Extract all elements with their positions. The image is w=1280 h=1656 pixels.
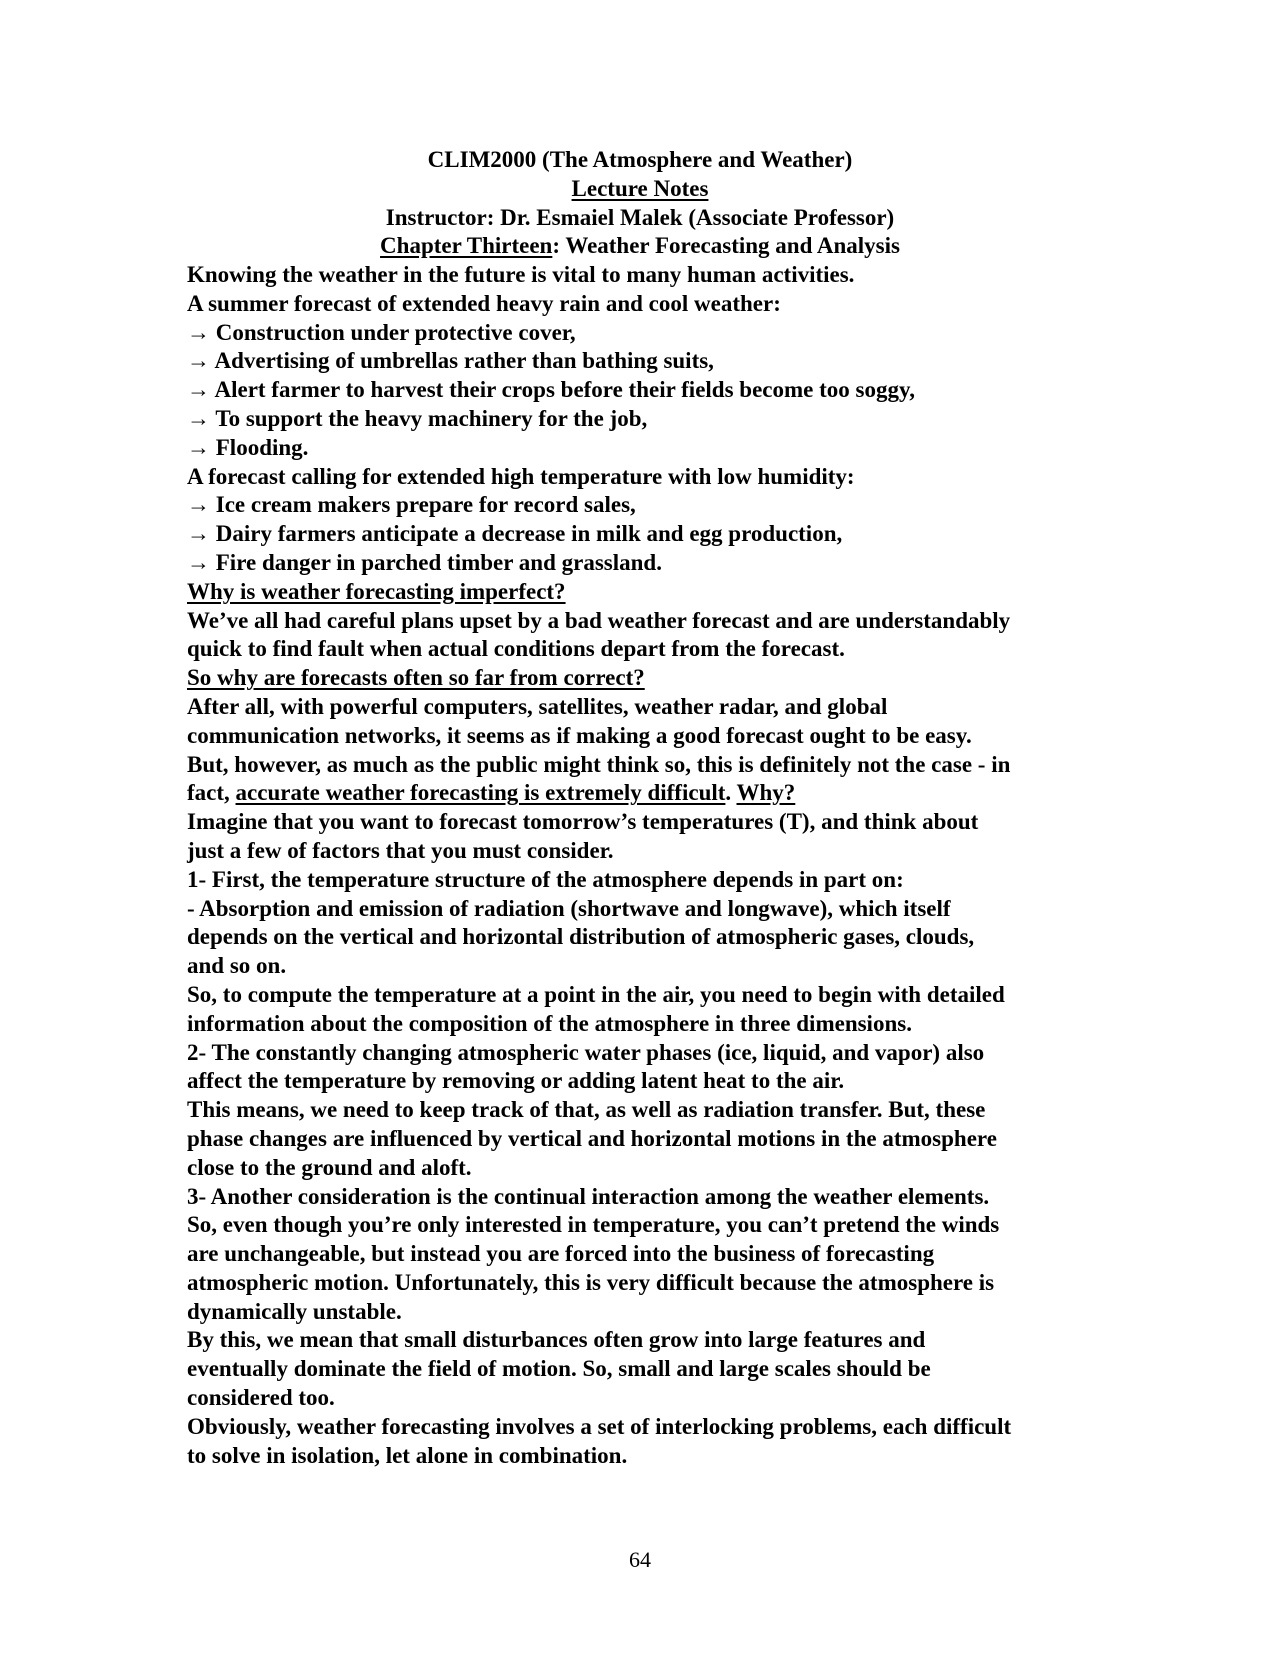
body-line: Obviously, weather forecasting involves a set of interlocking problems, each difficult: [187, 1413, 1012, 1439]
body-line: This means, we need to keep track of that, as well as radiation transfer. But, these: [187, 1097, 986, 1123]
body-line: are unchangeable, but instead you are forced into the business of forecasting: [187, 1241, 935, 1267]
page-number: 64: [629, 1547, 651, 1572]
list-item: → Flooding.: [187, 434, 309, 460]
instructor-line: Instructor: Dr. Esmaiel Malek (Associate Professor): [385, 204, 895, 230]
body-line: phase changes are influenced by vertical and horizontal motions in the atmosphere: [187, 1125, 997, 1151]
course-title: CLIM2000 (The Atmosphere and Weather): [427, 147, 853, 172]
body-line: So, even though you’re only interested in temperature, you can’t pretend the winds: [187, 1212, 1000, 1238]
body-line: Knowing the weather in the future is vital to many human activities.: [187, 262, 855, 287]
body-line: Imagine that you want to forecast tomorrow’s temperatures (T), and think about: [187, 809, 979, 835]
emphasized-statement: accurate weather forecasting is extremely difficult: [235, 780, 726, 806]
body-line: - Absorption and emission of radiation (shortwave and longwave), which itself: [187, 895, 951, 921]
chapter-title: : Weather Forecasting and Analysis: [552, 233, 900, 259]
document-header: [0, 146, 1280, 261]
body-line: So, to compute the temperature at a point in the air, you need to begin with detailed: [187, 981, 1005, 1007]
body-line: to solve in isolation, let alone in combination.: [187, 1442, 628, 1468]
chapter-heading: [0, 232, 1280, 261]
body-line: atmospheric motion. Unfortunately, this is very difficult because the atmosphere is: [187, 1269, 995, 1295]
body-line: 3- Another consideration is the continual interaction among the weather elements.: [187, 1183, 990, 1209]
emphasized-question: Why?: [736, 780, 796, 806]
body-line: A forecast calling for extended high temperature with low humidity:: [187, 463, 855, 489]
body-line: eventually dominate the field of motion. So, small and large scales should be: [187, 1356, 931, 1382]
body-line: But, however, as much as the public might think so, this is definitely not the case - in: [187, 751, 1011, 777]
body-line: We’ve all had careful plans upset by a bad weather forecast and are understandably: [187, 607, 1011, 633]
list-item: → Construction under protective cover,: [187, 319, 576, 345]
body-line: 2- The constantly changing atmospheric water phases (ice, liquid, and vapor) also: [187, 1039, 985, 1065]
body-line: close to the ground and aloft.: [187, 1154, 472, 1180]
section-question-heading: So why are forecasts often so far from correct?: [187, 665, 645, 691]
body-line: just a few of factors that you must consider.: [187, 837, 614, 863]
body-line: communication networks, it seems as if making a good forecast ought to be easy.: [187, 722, 972, 748]
text-run: .: [725, 780, 737, 806]
body-line: and so on.: [187, 953, 287, 979]
list-item: → Advertising of umbrellas rather than bathing suits,: [187, 348, 714, 374]
list-item: → Dairy farmers anticipate a decrease in milk and egg production,: [187, 521, 843, 547]
body-line: affect the temperature by removing or adding latent heat to the air.: [187, 1068, 845, 1094]
body-line: depends on the vertical and horizontal distribution of atmospheric gases, clouds,: [187, 924, 975, 950]
chapter-label: Chapter Thirteen: [380, 233, 553, 259]
list-item: → Fire danger in parched timber and grassland.: [187, 549, 662, 575]
text-run: fact,: [187, 780, 236, 806]
body-line: After all, with powerful computers, satellites, weather radar, and global: [187, 693, 888, 719]
body-line: information about the composition of the atmosphere in three dimensions.: [187, 1010, 912, 1036]
doc-type-heading: Lecture Notes: [571, 175, 709, 201]
list-item: → To support the heavy machinery for the job,: [187, 405, 648, 431]
document-body: [187, 261, 1147, 1470]
body-line: quick to find fault when actual conditions depart from the forecast.: [187, 636, 845, 662]
body-line: By this, we mean that small disturbances often grow into large features and: [187, 1327, 926, 1353]
body-line: considered too.: [187, 1385, 335, 1411]
list-item: → Alert farmer to harvest their crops before their fields become too soggy,: [187, 377, 915, 403]
body-line: A summer forecast of extended heavy rain and cool weather:: [187, 290, 781, 316]
body-line: [187, 779, 1147, 808]
body-line: 1- First, the temperature structure of the atmosphere depends in part on:: [187, 866, 904, 892]
list-item: → Ice cream makers prepare for record sales,: [187, 492, 636, 518]
body-line: dynamically unstable.: [187, 1298, 402, 1324]
section-question-heading: Why is weather forecasting imperfect?: [187, 578, 566, 604]
